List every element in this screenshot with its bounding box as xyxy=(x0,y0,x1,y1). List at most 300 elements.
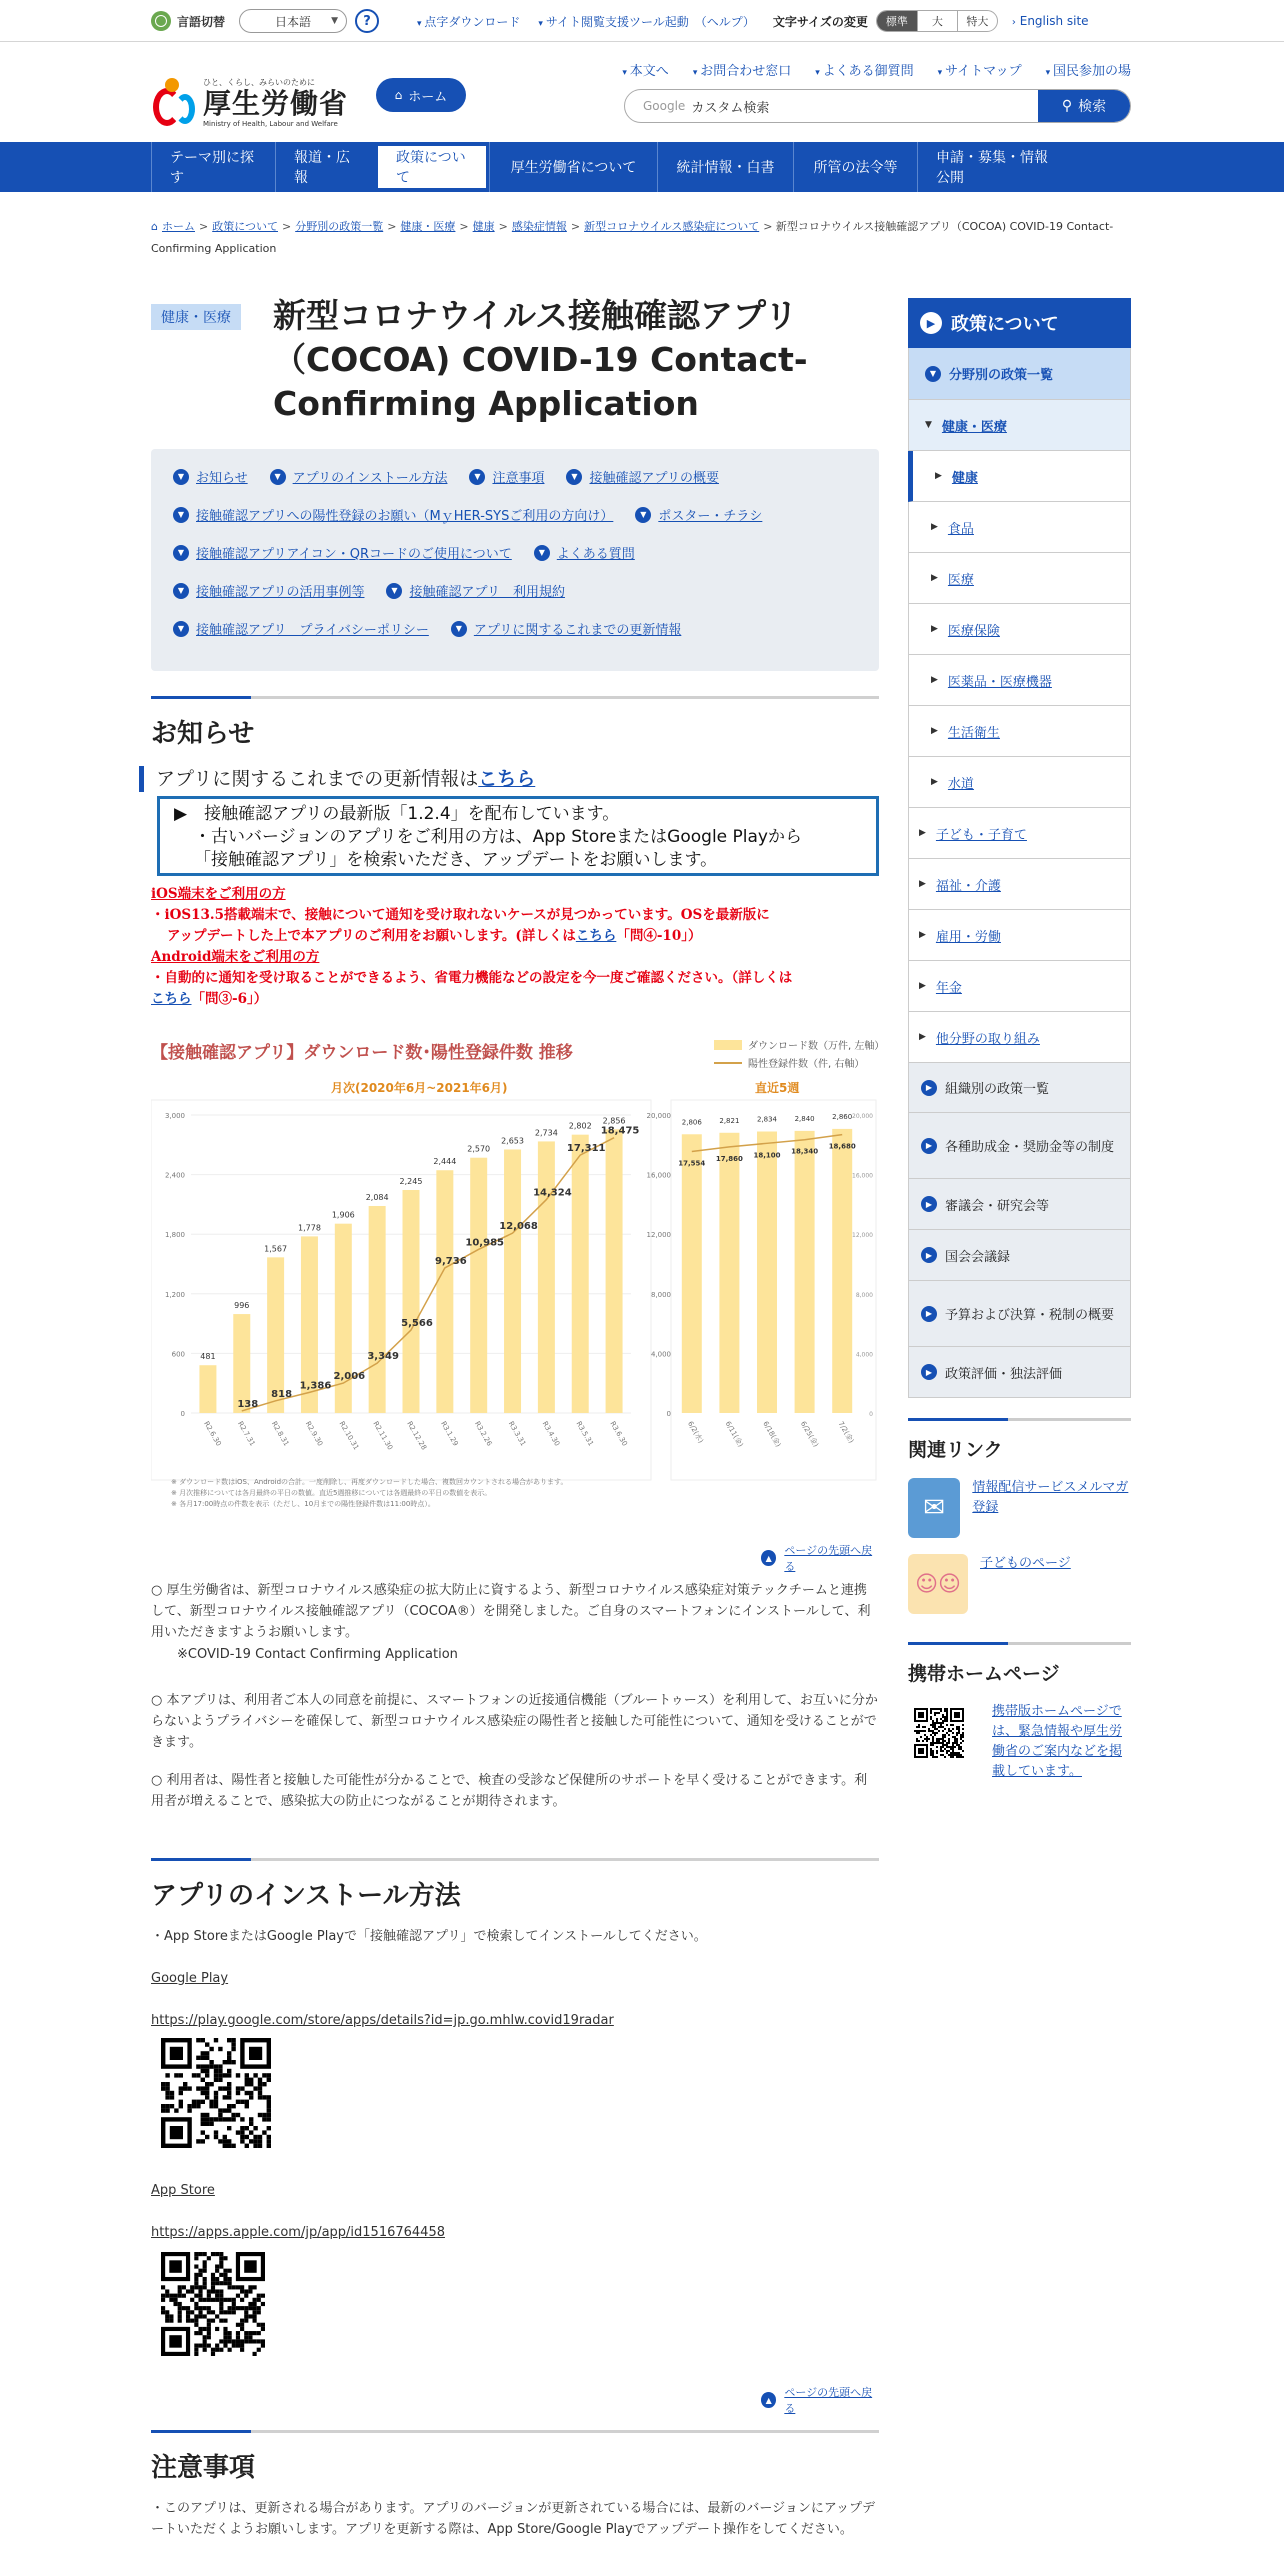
breadcrumb-health-medical[interactable]: 健康・医療 xyxy=(400,220,456,233)
recent-line-label: 17,554 xyxy=(678,1159,706,1168)
qr-module xyxy=(932,1736,934,1738)
qr-module xyxy=(962,1724,964,1726)
recent-bar-label: 2,806 xyxy=(681,1118,702,1127)
qr-module xyxy=(944,1734,946,1736)
toc-terms[interactable]: ▼ 接触確認アプリ 利用規約 xyxy=(386,581,564,600)
qr-module xyxy=(950,1746,952,1748)
bar-value-label: 2,734 xyxy=(534,1128,558,1138)
qr-module xyxy=(223,2319,227,2323)
qr-module xyxy=(231,2113,235,2117)
sidebar-item-medical[interactable]: ▶ 医療 xyxy=(908,553,1131,604)
qr-module xyxy=(950,1748,952,1750)
qr-module xyxy=(165,2073,169,2077)
qr-module xyxy=(219,2264,223,2268)
qr-module xyxy=(201,2139,205,2143)
chevron-down-icon: ▼ xyxy=(173,583,189,599)
qr-module xyxy=(232,2310,236,2314)
qr-module xyxy=(930,1724,932,1726)
qr-module xyxy=(932,1730,934,1732)
qr-module xyxy=(192,2100,196,2104)
qr-module xyxy=(257,2348,261,2352)
qr-module xyxy=(958,1730,960,1732)
app-store-link[interactable]: App Store xyxy=(151,2183,215,2198)
qr-module xyxy=(240,2319,244,2323)
qr-module xyxy=(942,1750,944,1752)
sidebar-header[interactable]: ▶ 政策について xyxy=(908,298,1131,348)
qr-module xyxy=(924,1726,926,1728)
qr-module xyxy=(946,1708,948,1710)
qr-module xyxy=(934,1756,936,1758)
qr-module xyxy=(227,2051,231,2055)
qr-module xyxy=(936,1728,938,1730)
recent-bar-label: 2,860 xyxy=(832,1112,853,1121)
sidebar-item-water[interactable]: ▶ 水道 xyxy=(908,757,1131,808)
bar-value-label: 1,906 xyxy=(331,1210,355,1220)
qr-module xyxy=(245,2078,249,2082)
qr-module xyxy=(190,2285,194,2289)
qr-module xyxy=(940,1754,942,1756)
search-button[interactable]: ⚲ 検索 xyxy=(1038,90,1130,122)
qr-module xyxy=(934,1734,936,1736)
qr-module xyxy=(932,1744,934,1746)
qr-module xyxy=(214,2078,218,2082)
qr-module xyxy=(936,1712,938,1714)
app-store-url[interactable]: https://apps.apple.com/jp/app/id1516764458 xyxy=(151,2225,445,2240)
qr-module xyxy=(952,1744,954,1746)
qr-module xyxy=(946,1746,948,1748)
sidebar-item-sanitation[interactable]: ▶ 生活衛生 xyxy=(908,706,1131,757)
x-tick-label: R2.7.31 xyxy=(236,1420,257,1448)
qr-module xyxy=(205,2082,209,2086)
qr-module xyxy=(253,2339,257,2343)
qr-module xyxy=(248,2306,252,2310)
qr-module xyxy=(948,1746,950,1748)
qr-module xyxy=(938,1740,940,1742)
caret-right-icon: ▶ xyxy=(935,471,942,481)
qr-module xyxy=(244,2310,248,2314)
nav-laws[interactable]: 所管の法令等 xyxy=(793,142,917,192)
qr-module xyxy=(227,2104,231,2108)
qr-module xyxy=(936,1718,938,1720)
qr-module xyxy=(258,2078,262,2082)
qr-module xyxy=(924,1730,926,1732)
qr-module xyxy=(954,1742,956,1744)
sidebar-item-pension[interactable]: ▶ 年金 xyxy=(908,961,1131,1012)
qr-module xyxy=(262,2113,266,2117)
qr-module xyxy=(201,2056,205,2060)
qr-module xyxy=(934,1732,936,1734)
qr-module xyxy=(946,1710,948,1712)
y-right-tick: 8,000 xyxy=(650,1290,671,1299)
qr-module xyxy=(218,2139,222,2143)
nav-about-ministry[interactable]: 厚生労働省について xyxy=(489,142,657,192)
qr-module xyxy=(249,2139,253,2143)
qr-module xyxy=(938,1738,940,1740)
qr-module xyxy=(194,2352,198,2356)
qr-module xyxy=(211,2310,215,2314)
qr-module xyxy=(219,2310,223,2314)
sidebar-item-pharma[interactable]: ▶ 医薬品・医療機器 xyxy=(908,655,1131,706)
sidebar-item-org-policy[interactable]: ▶ 組織別の政策一覧 xyxy=(908,1063,1131,1113)
bar-value-label: 1,778 xyxy=(298,1223,321,1233)
qr-module xyxy=(203,2344,207,2348)
qr-module xyxy=(211,2348,215,2352)
related-link-mailmag[interactable]: ✉ 情報配信サービスメルマガ登録 xyxy=(908,1478,1131,1538)
font-size-standard[interactable]: 標準 xyxy=(877,11,917,31)
qr-module xyxy=(178,2294,182,2298)
qr-module xyxy=(215,2348,219,2352)
qr-module xyxy=(930,1734,932,1736)
font-size-xlarge[interactable]: 特大 xyxy=(957,11,997,31)
chevron-right-icon: › xyxy=(1011,17,1016,28)
y-right-tick: 16,000 xyxy=(646,1171,671,1180)
recent-bar-label: 2,834 xyxy=(756,1115,778,1124)
qr-module xyxy=(253,2285,257,2289)
qr-module xyxy=(165,2294,169,2298)
qr-module xyxy=(203,2285,207,2289)
qr-module xyxy=(944,1720,946,1722)
recent-download-bar xyxy=(832,1129,852,1413)
ios-faq-link[interactable]: こちら xyxy=(575,928,617,944)
google-play-url[interactable]: https://play.google.com/store/apps/details?id=jp.go.mhlw.covid19radar xyxy=(151,2013,614,2028)
qr-module xyxy=(174,2108,178,2112)
qr-module xyxy=(942,1746,944,1748)
toc-install[interactable]: ▼ アプリのインストール方法 xyxy=(270,467,448,486)
sidebar-item-welfare[interactable]: ▶ 福祉・介護 xyxy=(908,859,1131,910)
qr-module xyxy=(198,2273,202,2277)
qr-module xyxy=(936,1750,938,1752)
related-link-kids[interactable]: ☺☺ 子どものページ xyxy=(908,1554,1131,1614)
nav-applications[interactable]: 申請・募集・情報公開 xyxy=(917,142,1079,192)
qr-module xyxy=(198,2327,202,2331)
page-title: 新型コロナウイルス接触確認アプリ（COCOA) COVID-19 Contact-Confirming Application xyxy=(273,296,808,423)
sidebar-item-health[interactable]: ▶ 健康 xyxy=(908,451,1131,502)
sidebar-item-policy-list[interactable]: ▼ 分野別の政策一覧 xyxy=(908,348,1131,400)
contact-link[interactable]: ▾ お問合わせ窓口 xyxy=(693,60,791,79)
qr-module xyxy=(962,1736,964,1738)
qr-module xyxy=(952,1750,954,1752)
toc-faq[interactable]: ▼ よくある質問 xyxy=(534,543,635,562)
qr-module xyxy=(205,2042,209,2046)
qr-module xyxy=(946,1732,948,1734)
qr-module xyxy=(958,1732,960,1734)
qr-module xyxy=(249,2091,253,2095)
qr-module xyxy=(253,2139,257,2143)
qr-module xyxy=(228,2348,232,2352)
home-button[interactable]: ⌂ ホーム xyxy=(376,78,466,112)
qr-module xyxy=(187,2108,191,2112)
recent-x-tick: 6/25(金) xyxy=(798,1420,820,1449)
sidebar-item-food[interactable]: ▶ 食品 xyxy=(908,502,1131,553)
qr-module xyxy=(934,1714,936,1716)
back-to-top-link[interactable]: ▲ ページの先頭へ戻る xyxy=(761,2384,879,2416)
qr-module xyxy=(169,2335,181,2347)
qr-module xyxy=(165,2289,169,2293)
caret-right-icon: ▶ xyxy=(919,828,926,838)
qr-module xyxy=(227,2082,231,2086)
font-size-switcher xyxy=(876,10,998,32)
qr-module xyxy=(218,2113,222,2117)
nav-press[interactable]: 報道・広報 xyxy=(275,142,375,192)
caret-right-icon: ▶ xyxy=(919,879,926,889)
qr-module xyxy=(219,2319,223,2323)
qr-module xyxy=(253,2306,257,2310)
qr-module xyxy=(253,2073,257,2077)
qr-module xyxy=(201,2113,205,2117)
qr-module xyxy=(205,2122,209,2126)
qr-module xyxy=(232,2306,236,2310)
qr-module xyxy=(165,2082,169,2086)
recent-download-bar xyxy=(795,1131,815,1413)
font-size-large[interactable]: 大 xyxy=(917,11,957,31)
mobile-site-link[interactable]: 携帯版ホームページでは、緊急情報や厚生労働省のご案内などを掲載しています。 xyxy=(992,1704,1123,1779)
qr-module xyxy=(960,1736,962,1738)
qr-module xyxy=(248,2339,252,2343)
qr-module xyxy=(205,2073,209,2077)
breadcrumb-policy[interactable]: 政策について xyxy=(212,220,278,233)
qr-module xyxy=(916,1730,918,1732)
qr-module xyxy=(950,1756,952,1758)
qr-module xyxy=(218,2086,222,2090)
android-faq-link[interactable]: こちら xyxy=(151,991,192,1007)
y-right-tick: 12,000 xyxy=(646,1231,671,1240)
sidebar-item-other[interactable]: ▶ 他分野の取り組み xyxy=(908,1012,1131,1063)
qr-module xyxy=(932,1720,934,1722)
toc-poster[interactable]: ▼ ポスター・チラシ xyxy=(635,505,762,524)
update-info-link[interactable]: こちら xyxy=(478,768,536,790)
help-icon[interactable]: ? xyxy=(355,9,379,33)
qr-module xyxy=(196,2100,200,2104)
english-site-link[interactable]: › English site xyxy=(1011,14,1089,28)
qr-module xyxy=(956,1742,958,1744)
qr-module xyxy=(236,2331,240,2335)
breadcrumb-covid[interactable]: 新型コロナウイルス感染症について xyxy=(584,220,760,233)
qr-module xyxy=(165,2104,169,2108)
breadcrumb-infection[interactable]: 感染症情報 xyxy=(511,220,567,233)
sidebar-item-children[interactable]: ▶ 子ども・子育て xyxy=(908,808,1131,859)
qr-module xyxy=(930,1748,932,1750)
qr-module xyxy=(262,2073,266,2077)
qr-module xyxy=(205,2091,209,2095)
qr-module xyxy=(240,2323,244,2327)
qr-module xyxy=(161,2306,165,2310)
qr-module xyxy=(938,1730,940,1732)
qr-module xyxy=(203,2314,207,2318)
qr-module xyxy=(179,2100,183,2104)
qr-module xyxy=(936,1732,938,1734)
qr-module xyxy=(245,2073,249,2077)
qr-module xyxy=(170,2095,174,2099)
qr-module xyxy=(954,1712,960,1718)
qr-module xyxy=(215,2289,219,2293)
global-nav xyxy=(0,142,1284,192)
qr-module xyxy=(228,2285,232,2289)
qr-module xyxy=(956,1754,958,1756)
qr-module xyxy=(936,1740,938,1742)
recent-y-tick: 16,000 xyxy=(852,1172,873,1180)
qr-module xyxy=(194,2331,198,2335)
qr-module xyxy=(952,1746,954,1748)
qr-module xyxy=(215,2344,219,2348)
line-value-label: 2,006 xyxy=(333,1371,366,1383)
toc-positive-registration[interactable]: ▼ 接触確認アプリへの陽性登録のお願い（MｙHER-SYSご利用の方向け） xyxy=(173,505,613,524)
toc-update-history[interactable]: ▼ アプリに関するこれまでの更新情報 xyxy=(451,619,681,638)
qr-module xyxy=(944,1748,946,1750)
breadcrumb-home[interactable]: ホーム xyxy=(161,220,195,233)
nav-statistics[interactable]: 統計情報・白書 xyxy=(657,142,793,192)
toc-icon-qr[interactable]: ▼ 接触確認アプリアイコン・QRコードのご使用について xyxy=(173,543,512,562)
qr-module xyxy=(205,2069,209,2073)
toc-case-studies[interactable]: ▼ 接触確認アプリの活用事例等 xyxy=(173,581,364,600)
faq-link[interactable]: ▾ よくある御質問 xyxy=(815,60,913,79)
chart-note: ※ ダウンロード数はiOS、Androidの合計。一度削除し、再度ダウンロードした場合、複数回カウントされる場合があります。 xyxy=(171,1478,568,1486)
qr-module xyxy=(934,1708,936,1710)
qr-module xyxy=(161,2108,165,2112)
download-chart xyxy=(151,1040,879,1514)
line-value-label: 18,475 xyxy=(600,1125,640,1137)
braille-download-link[interactable]: ▾ 点字ダウンロード xyxy=(417,13,520,30)
qr-module xyxy=(219,2256,223,2260)
qr-module xyxy=(240,2126,244,2130)
qr-module xyxy=(253,2310,257,2314)
qr-module xyxy=(186,2310,190,2314)
qr-module xyxy=(223,2298,227,2302)
qr-module xyxy=(227,2095,231,2099)
toc-notice[interactable]: ▼ お知らせ xyxy=(173,467,248,486)
sidebar-item-subsidies[interactable]: ▶ 各種助成金・奨励金等の制度 xyxy=(908,1113,1131,1179)
qr-module xyxy=(267,2095,271,2099)
qr-module xyxy=(942,1744,944,1746)
download-bar xyxy=(606,1129,623,1413)
qr-module xyxy=(209,2122,213,2126)
language-select[interactable]: 日本語 ▼ xyxy=(239,9,347,33)
qr-module xyxy=(211,2252,215,2256)
qr-module xyxy=(201,2051,205,2055)
chart-svg xyxy=(151,1040,879,1514)
qr-module xyxy=(227,2069,231,2073)
nav-theme[interactable]: テーマ別に探す xyxy=(151,142,275,192)
qr-module xyxy=(196,2056,200,2060)
sidebar-item-medical-insurance[interactable]: ▶ 医療保険 xyxy=(908,604,1131,655)
toc-caution[interactable]: ▼ 注意事項 xyxy=(469,467,544,486)
toc-overview[interactable]: ▼ 接触確認アプリの概要 xyxy=(566,467,718,486)
sitemap-link[interactable]: ▾ サイトマップ xyxy=(938,60,1022,79)
qr-module xyxy=(253,2298,257,2302)
qr-module xyxy=(253,2135,257,2139)
breadcrumb-health[interactable]: 健康 xyxy=(472,220,495,233)
chevron-down-icon: ▼ xyxy=(534,545,550,561)
qr-module xyxy=(240,2130,244,2134)
line-value-label: 5,566 xyxy=(401,1318,433,1330)
sidebar-item-health-medical[interactable]: ▼ 健康・医療 xyxy=(908,400,1131,451)
qr-module xyxy=(219,2289,223,2293)
qr-module xyxy=(940,1724,942,1726)
qr-module xyxy=(240,2298,244,2302)
qr-module xyxy=(236,2113,240,2117)
sidebar-item-diet-records[interactable]: ▶ 国会会議録 xyxy=(908,1230,1131,1281)
search-input[interactable]: Google カスタム検索 xyxy=(643,99,770,116)
qr-module xyxy=(261,2294,265,2298)
google-play-link[interactable]: Google Play xyxy=(151,1971,229,1986)
sidebar-item-employment[interactable]: ▶ 雇用・労働 xyxy=(908,910,1131,961)
back-to-top-link[interactable]: ▲ ページの先頭へ戻る xyxy=(761,1542,879,1574)
recent-download-bar xyxy=(757,1131,777,1413)
caution-paragraph-1: ・このアプリは、更新される場合があります。アプリのバージョンが更新されている場合には、最新のバージョンにアップデートいただくようお願いします。アプリを更新する際は、App Store/Google Playでアップデート操作をしてください。 xyxy=(151,2501,875,2537)
breadcrumb-policy-list[interactable]: 分野別の政策一覧 xyxy=(295,220,384,233)
qr-module xyxy=(261,2339,265,2343)
help-link[interactable]: （ヘルプ） xyxy=(694,14,755,29)
qr-module xyxy=(952,1742,954,1744)
download-bar xyxy=(572,1135,589,1413)
notice-heading: お知らせ xyxy=(151,696,879,750)
qr-module xyxy=(203,2335,207,2339)
qr-module xyxy=(194,2314,198,2318)
chevron-down-icon: ▼ xyxy=(331,16,339,26)
qr-module xyxy=(267,2126,271,2130)
qr-module xyxy=(198,2269,202,2273)
chevron-right-icon: ▶ xyxy=(921,1138,937,1154)
qr-module xyxy=(245,2144,249,2148)
skip-to-content-link[interactable]: ▾ 本文へ xyxy=(622,60,668,79)
qr-module xyxy=(207,2327,211,2331)
qr-module xyxy=(240,2348,244,2352)
line-value-label: 1,386 xyxy=(299,1380,332,1392)
qr-module xyxy=(954,1752,956,1754)
qr-module xyxy=(170,2104,174,2108)
qr-module xyxy=(223,2269,227,2273)
qr-module xyxy=(954,1754,956,1756)
public-participation-link[interactable]: ▾ 国民参加の場 xyxy=(1046,60,1131,79)
qr-module xyxy=(223,2281,227,2285)
qr-module xyxy=(214,2095,218,2099)
qr-module xyxy=(198,2306,202,2310)
site-logo[interactable] xyxy=(151,74,348,130)
qr-module xyxy=(194,2348,198,2352)
x-tick-label: R2.9.30 xyxy=(303,1420,325,1448)
sidebar-item-evaluation[interactable]: ▶ 政策評価・独法評価 xyxy=(908,1347,1131,1398)
y-left-tick: 3,000 xyxy=(164,1112,185,1120)
qr-module xyxy=(174,2073,178,2077)
qr-module xyxy=(207,2256,211,2260)
qr-module xyxy=(178,2319,182,2323)
qr-module xyxy=(194,2273,198,2277)
qr-module xyxy=(924,1734,926,1736)
qr-module xyxy=(942,1730,944,1732)
toc-privacy[interactable]: ▼ 接触確認アプリ プライバシーポリシー xyxy=(173,619,429,638)
qr-module xyxy=(198,2294,202,2298)
qr-module xyxy=(952,1754,954,1756)
qr-module xyxy=(960,1742,962,1744)
qr-module xyxy=(223,2139,227,2143)
y-left-tick: 2,400 xyxy=(164,1171,185,1180)
qr-module xyxy=(236,2091,240,2095)
qr-module xyxy=(918,1730,920,1732)
mobile-qr xyxy=(914,1708,964,1758)
qr-module xyxy=(940,1722,942,1724)
qr-module xyxy=(205,2064,209,2068)
reading-support-link[interactable]: ▾ サイト閲覧支援ツール起動 xyxy=(538,13,688,30)
qr-module xyxy=(196,2104,200,2108)
sidebar-item-budget[interactable]: ▶ 予算および決算・税制の概要 xyxy=(908,1281,1131,1347)
qr-module xyxy=(170,2047,183,2060)
qr-module xyxy=(198,2344,202,2348)
sidebar-item-councils[interactable]: ▶ 審議会・研究会等 xyxy=(908,1179,1131,1230)
qr-module xyxy=(257,2339,261,2343)
breadcrumb: ⌂ ホーム > 政策について > 分野別の政策一覧 > 健康・医療 > 健康 > 感染症情報 > 新型コロナウイルス感染症について > 新型コロナウイルス接触確認アプリ（COCOA) COVID-19 Contact-Confirming Application xyxy=(151,220,1114,255)
nav-policy[interactable]: 政策について xyxy=(375,143,489,191)
qr-module xyxy=(205,2086,209,2090)
qr-module xyxy=(227,2144,231,2148)
